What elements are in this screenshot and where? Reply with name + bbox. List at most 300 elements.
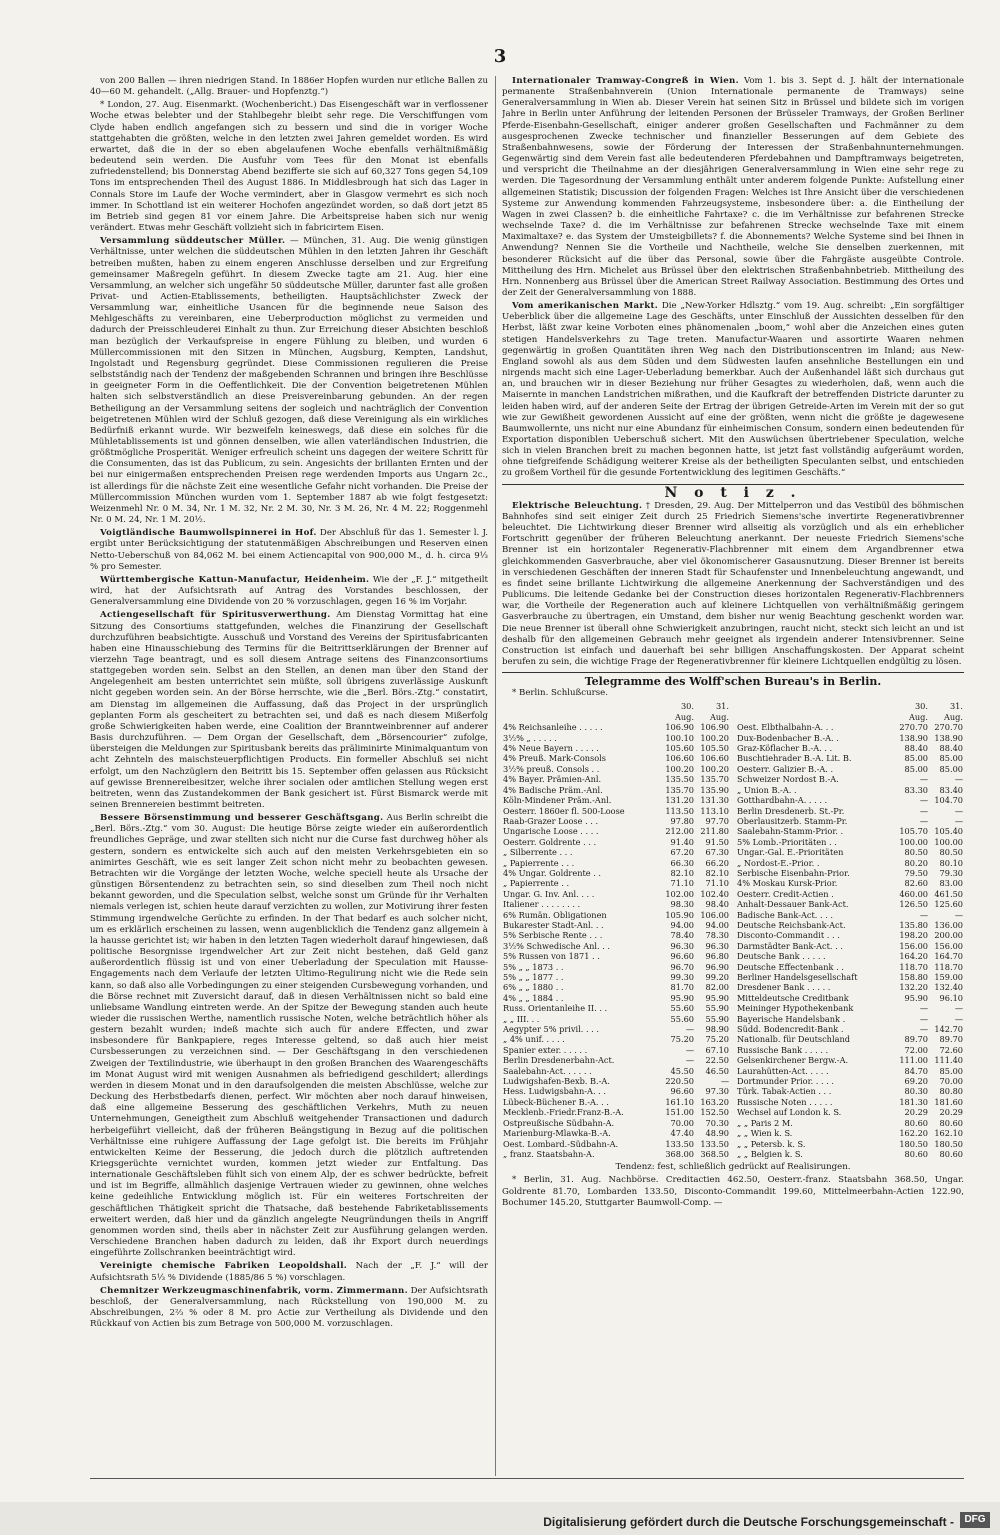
col-header: 30. Aug. [674, 701, 694, 722]
price-cell: 106.00 [700, 909, 729, 920]
price-cell: 131.20 [665, 795, 694, 806]
article-body: Wie der „F. J.“ mitgetheilt wird, hat der Aufsichtsrath auf Antrag des Vorstandes beschlossen, der Generalversammlung eine Dividende von 20 % vorzuschlagen, gegen 16 % im Vorjahr. [90, 574, 488, 608]
stock-table-left [502, 701, 730, 1159]
price-cell: 83.30 [904, 784, 928, 795]
price-cell: 96.70 [670, 961, 694, 972]
security-name: 3½% Schwedische Anl. . . [503, 940, 611, 951]
price-cell: — [954, 909, 963, 920]
security-name: 4% Ungar. Goldrente . . [503, 867, 602, 878]
security-name: Wechsel auf London k. S. [737, 1107, 842, 1118]
security-name: 3½% preuß. Consols . . [503, 763, 600, 774]
table-row [736, 753, 964, 763]
price-cell: 20.29 [939, 1107, 963, 1118]
article-body: Der Abschluß für das 1. Semester l. J. ergibt unter Berücksichtigung der statutenmäßigen Abschreibungen und Reserven einen Netto-Ueberschuß von 84,062 M. bei einem Actiencapital von 900,000 M., d. h. circa 9⅓ % pro Semester. [90, 528, 488, 572]
table-row [502, 816, 730, 826]
article-headline: Actiengesellschaft für Spiritusverwerthung. [100, 610, 331, 621]
price-cell: 75.20 [670, 1034, 694, 1045]
price-cell: 80.60 [904, 1148, 928, 1159]
table-row [502, 733, 730, 743]
security-name: Dresdener Bank . . . . . [737, 982, 831, 993]
price-cell: 98.40 [705, 899, 729, 910]
price-cell: 85.00 [904, 763, 928, 774]
security-name: Berliner Handelsgesellschaft [737, 972, 858, 982]
price-cell: 85.00 [904, 753, 928, 764]
price-cell: 131.30 [700, 795, 729, 806]
price-cell: 136.00 [934, 919, 963, 930]
price-cell: 200.00 [934, 930, 963, 941]
price-cell: 113.10 [700, 805, 729, 816]
security-name: Südd. Bodencredit-Bank . [737, 1024, 844, 1035]
table-row [502, 1034, 730, 1044]
table-row [736, 1149, 964, 1159]
security-name: „ „ Paris 2 M. [737, 1117, 793, 1128]
article-body: von 200 Ballen — ihren niedrigen Stand. In 1886er Hopfen wurden nur etliche Ballen zu 40—60 M. gehandelt. („Allg. Brauer- und Hopfenztg.“) [90, 76, 488, 98]
security-name: Oesterr. 1860er fl. 500-Loose [503, 805, 625, 816]
table-row [736, 837, 964, 847]
bottom-rule [90, 1478, 964, 1479]
table-row [502, 1045, 730, 1055]
col-header: 31. Aug. [943, 701, 963, 722]
price-cell: 80.20 [904, 857, 928, 868]
price-cell: 70.00 [670, 1117, 694, 1128]
security-name: 4% Badische Präm.-Anl. [503, 784, 603, 795]
price-cell: — [685, 1024, 694, 1035]
security-name: 4% „ „ 1884 . . [503, 992, 564, 1003]
price-cell: 162.20 [899, 1128, 928, 1139]
nachboerse-line: * Berlin, 31. Aug. Nachbörse. Creditactien 462.50, Oesterr.-franz. Staatsbahn 368.50, Ungar. Goldrente 81.70, Lombarden 133.50, Disconto-Commandit 199.60, Mittelmeerbahn-Actien 122.90, Bochumer 145.20, Stuttgarter Baumwoll-Comp. — [502, 1175, 964, 1208]
price-cell: 135.70 [665, 784, 694, 795]
table-row [736, 764, 964, 774]
price-cell: 95.90 [904, 992, 928, 1003]
table-row [736, 910, 964, 920]
price-cell: 142.70 [934, 1024, 963, 1035]
article-headline: Versammlung süddeutscher Müller. [100, 236, 286, 247]
table-row [502, 910, 730, 920]
security-name: Meininger Hypothekenbank [737, 1003, 854, 1014]
table-row [502, 889, 730, 899]
table-row [736, 1076, 964, 1086]
security-name: Mecklenb.-Friedr.Franz-B.-A. [503, 1107, 624, 1118]
security-name: Bayerische Handelsbank . [737, 1013, 846, 1024]
security-name: „ „ III. . . [503, 1013, 540, 1024]
table-row [502, 847, 730, 857]
price-cell: 125.60 [934, 899, 963, 910]
price-cell: 111.00 [899, 1055, 928, 1066]
security-name: „ „ Belgien k. S. [737, 1148, 803, 1159]
price-cell: 161.10 [665, 1096, 694, 1107]
price-cell: 151.00 [665, 1107, 694, 1118]
price-cell: 82.00 [705, 982, 729, 993]
price-cell: 212.00 [665, 826, 694, 837]
price-cell: 96.30 [670, 940, 694, 951]
price-cell: 102.00 [665, 888, 694, 899]
security-name: Oest. Elbthalbahn-A. . . [737, 722, 834, 733]
telegram-title: Telegramme des Wolff'schen Bureau's in Berlin. [502, 672, 964, 687]
table-row [736, 899, 964, 909]
price-cell: 80.80 [939, 1086, 963, 1097]
article-body: Am Dienstag Vormittag hat eine Sitzung des Consortiums stattgefunden, welches die Finanzirung der Gesellschaft durchzuführen beabsichtigte. Ausschuß und Vorstand des Vereins der Spiritusfabricanten haben eine Hinausschiebung des Termins für die Beitrittserklärungen der Brenner auf vierzehn Tage beantragt, und es soll diesem Antrage seitens des Finanzconsortiums stattgegeben worden sein. Selbst an den Stellen, an denen man über den Stand der Angelegenheit am besten unterrichtet sein müßte, soll übrigens zuverlässige Auskunft nicht gegeben worden sein. An der Börse herrschte, wie die „Berl. Börs.-Ztg.“ constatirt, am Dienstag im allgemeinen die Auffassung, daß das Project in der ursprünglich geplanten Form als gescheitert zu betrachten sei, und daß es nach diesem Mißerfolg große Schwierigkeiten haben werde, eine Coalition der Branntweinbrenner auf anderer Basis durchzuführen. — Dem Organ der Gesellschaft, dem „Börsencourier“ zufolge, übersteigen die Meldungen zur Spiritusbank bereits das präliminirte Minimalquantum von acht Zehnteln des maischsteuerpflichtigen Products. Ein formeller Abschluß sei nicht erfolgt, um den Nachzüglern den Beitritt bis 15. September offen gelassen aus Rücksicht auf gewisse Brennereibesitzer, welche ihrer socialen oder amtlichen Stellung wegen erst beitreten, wenn das Zustandekommen der Bank gesichert ist. Fürst Bismarck werde mit seinen Brennereien bestimmt beitreten. [90, 610, 488, 810]
article-body: — München, 31. Aug. Die wenig günstigen Verhältnisse, unter welchen die süddeutschen Mühlen in den letzten Jahren ihr Geschäft betreiben mußten, haben zu einem engeren Anschlusse derselben und zur Ergreifung gemeinsamer Maßregeln geführt. In diesem Zwecke tagte am 21. Aug. hier eine Versammlung, an welcher sich ungefähr 50 süddeutsche Müller, darunter fast alle großen Privat- und Actien-Etablissements, betheiligten. Hauptsächlichster Zweck der Versammlung war, einheitliche Usancen für die beginnende neue Saison des Mehlgeschäfts zu vereinbaren, eine Ueberproduction möglichst zu vermeiden und dadurch der Preisschleuderei Einhalt zu thun. Zur Erreichung dieser Absichten beschloß man bezüglich der Verkaufspreise in engere Fühlung zu bleiben, und wurden 6 Müllercommissionen mit den Sitzen in München, Augsburg, Kempten, Landshut, Ingolstadt und Regensburg gegründet. Diese Commissionen regulieren die Preise selbstständig nach der Tendenz der maßgebenden Schrannen und bringen ihre Beschlüsse in geeigneter Form in die Oeffentlichkeit. Die der Convention beigetretenen Mühlen halten sich selbstverständlich an diese Preisvereinbarung gebunden. An der regen Betheiligung an der Versammlung seitens der sogleich und nachträglich der Convention beigetretenen Mühlen wird der Schluß gezogen, daß diese Vereinigung als ein wirkliches Bedürfniß erkannt wurde. Wir bezweifeln keineswegs, daß diese ein solches für die Mühletablissements ist und gönnen denselben, wie allen vaterländischen Industrien, die größtmögliche Prosperität. Weniger erfreulich scheint uns dagegen der weitere Schritt für die Consumenten, das ist das Publicum, zu sein. Angesichts der brillanten Ernten und der bei nur einigermaßen entsprechenden Preisen rege werdenden Imports aus Ungarn 2c., ist allerdings für die nächste Zeit eine wesentliche Gefahr nicht vorhanden. Die Preise der Müllercommission München wurden vom 1. September 1887 ab wie folgt festgesetzt: Weizenmehl Nr. 0 M. 34, Nr. 1 M. 32, Nr. 2 M. 30, Nr. 3 M. 26, Nr. 4 M. 22; Roggenmehl Nr. 0 M. 24, Nr. 1 M. 20½. [90, 236, 488, 526]
article-body: Der Aufsichtsrath beschloß, der Generalversammlung, nach Rückstellung von 190,000 M. zu Abschreibungen, 2⅔ % oder 8 M. pro Actie zur Vertheilung als Dividende und den Rückkauf von Actien bis zum Betrage von 500,000 M. vorzuschlagen. [90, 1285, 488, 1330]
price-cell: 95.90 [670, 992, 694, 1003]
price-cell: 100.00 [934, 836, 963, 847]
price-cell: 113.50 [665, 805, 694, 816]
security-name: Laurahütten-Act. . . . . [737, 1065, 829, 1076]
price-cell: 104.70 [934, 795, 963, 806]
security-name: Serbische Eisenbahn-Prior. [737, 867, 850, 878]
security-name: Köln-Mindener Präm.-Anl. [503, 795, 612, 806]
price-cell: 270.70 [934, 722, 963, 733]
price-cell: 118.70 [934, 961, 963, 972]
table-row [736, 1097, 964, 1107]
security-name: 5% Serbische Rente . . . [503, 930, 603, 941]
security-name: Schweizer Nordost B.-A. [737, 774, 839, 785]
security-name: 4% Neue Bayern . . . . . [503, 743, 599, 754]
security-name: Darmstädter Bank-Act. . . [737, 940, 843, 951]
stock-table-right [736, 701, 964, 1159]
table-row [502, 837, 730, 847]
security-name: Aegypter 5% privil. . . . [503, 1024, 599, 1035]
table-row [736, 806, 964, 816]
security-name: Raab-Grazer Loose . . . [503, 815, 599, 826]
security-name: „ franz. Staatsbahn-A. [503, 1148, 595, 1159]
security-name: Berlin Dresdenerbahn-Act. [503, 1055, 615, 1066]
price-cell: 70.30 [705, 1117, 729, 1128]
article-paragraph [502, 301, 964, 480]
price-cell: 135.70 [700, 774, 729, 785]
dfg-logo-icon: DFG [960, 1512, 990, 1528]
price-cell: 82.10 [670, 867, 694, 878]
price-cell: 83.00 [939, 878, 963, 889]
price-cell: 82.10 [705, 867, 729, 878]
notiz-headline: Elektrische Beleuchtung. [512, 500, 643, 511]
table-row [502, 1086, 730, 1096]
price-cell: 94.00 [705, 919, 729, 930]
table-row [736, 1003, 964, 1013]
price-cell: — [954, 805, 963, 816]
table-row [736, 774, 964, 784]
price-cell: 67.20 [670, 847, 694, 858]
security-name: Russische Bank . . . . . [737, 1044, 829, 1055]
table-row [736, 1045, 964, 1055]
article-body: Vom 1. bis 3. Sept d. J. hält der internationale permanente Straßenbahnverein (Union Internationale permanente de Tramways) seine Generalversammlung in Wien ab. Dieser Verein hat seinen Sitz in Brüssel und bildete sich im vorigen Jahre in Berlin unter Anführung der leitenden Personen der Brüsseler Tramways, der Großen Berliner Pferde-Eisenbahn-Gesellschaft, einiger anderer großen Gesellschaften und Fachmänner zu dem ausgesprochenen Zwecke technischer und finanzieller Besserungen auf dem Gebiete des Straßenbahnwesens, sowie der Förderung der Interessen der Straßenbahnunternehmungen. Gegenwärtig sind dem Verein fast alle bedeutenderen Pferdebahnen und Dampftramways beigetreten, und verspricht die Theilnahme an der diesjährigen Generalversammlung in Wien eine sehr rege zu werden. Die Tagesordnung der Versammlung enthält unter anderem folgende Punkte: Aufstellung einer allgemeinen Statistik; Discussion der folgenden Fragen: Welches ist Ihre Ansicht über die verschiedenen Systeme zur Anwendung kommenden Fahrzeugsysteme, insbesondere über: a. die Eintheilung der Wagen in zwei Classen? b. die einheitliche Fahrtaxe? c. die im Verhältnisse zur befahrenen Strecke wechselnde Taxe? d. die im Verhältnisse zur befahrenen Strecke wechselnde Taxe mit einem Maximaltaxe? e. das System der Umsteigbillets? f. die Abonnements? Welche Systeme sind bei Ihnen in Anwendung? Nennen Sie die Vortheile und Nachtheile, welche Sie denselben zuerkennen, mit besonderer Rücksicht auf die über das Personal, sowie über die Fahrgäste ausgeübte Controle. Mittheilung des Hrn. Michelet aus Brüssel über den elektrischen Straßenbahnbetrieb. Mittheilung des Hrn. Nonnenberg aus Brüssel über die American Street Railway Association. Bestimmung des Ortes und der Zeit der Generalversammlung von 1888. [502, 76, 964, 298]
price-cell: — [919, 795, 928, 806]
price-cell: 368.00 [665, 1148, 694, 1159]
security-name: Oberlausitzerb. Stamm-Pr. [737, 815, 848, 826]
price-cell: 80.60 [939, 1148, 963, 1159]
col-header: 30. Aug. [908, 701, 928, 722]
security-name: 3½% „ . . . . . [503, 732, 557, 743]
table-row [502, 806, 730, 816]
table-row [736, 993, 964, 1003]
price-cell: 71.10 [705, 878, 729, 889]
price-cell: 461.50 [934, 888, 963, 899]
table-row [502, 868, 730, 878]
table-row [502, 899, 730, 909]
security-name: Deutsche Reichsbank-Act. [737, 919, 846, 930]
table-row [736, 785, 964, 795]
price-cell: — [919, 1013, 928, 1024]
price-cell: 82.60 [904, 878, 928, 889]
price-cell: 97.70 [705, 815, 729, 826]
security-name: Badische Bank-Act. . . . [737, 909, 834, 920]
price-cell: 135.90 [700, 784, 729, 795]
article-headline: Voigtländische Baumwollspinnerei in Hof. [100, 528, 317, 539]
table-row [736, 733, 964, 743]
table-row [736, 1086, 964, 1096]
table-row [736, 941, 964, 951]
security-name: Hess. Ludwigsbahn-A. . . [503, 1086, 606, 1097]
table-row [736, 743, 964, 753]
article-paragraph [90, 76, 488, 98]
table-row [502, 1149, 730, 1159]
security-name: 5% Lomb.-Prioritäten . . [737, 836, 837, 847]
price-cell: 100.00 [899, 836, 928, 847]
price-cell: — [919, 909, 928, 920]
security-name: Gelsenkirchener Bergw.-A. [737, 1055, 849, 1066]
price-cell: 67.10 [705, 1044, 729, 1055]
article-headline: Vereinigte chemische Fabriken Leopoldshall. [100, 1261, 348, 1272]
security-name: Saalebahn-Stamm-Prior. . [737, 826, 844, 837]
security-name: Oesterr. Goldrente . . . [503, 836, 597, 847]
price-cell: 91.50 [705, 836, 729, 847]
security-name: Deutsche Effectenbank . . [737, 961, 844, 972]
column-divider [495, 76, 496, 1476]
security-name: Berlin Dresdenerb. St.-Pr. [737, 805, 845, 816]
tendenz-line: Tendenz: fest, schließlich gedrückt auf Realisirungen. [615, 1162, 851, 1173]
price-cell: — [919, 1024, 928, 1035]
price-cell: 106.60 [665, 753, 694, 764]
table-row [502, 722, 730, 732]
security-name: Ungar. G. Inv. Anl. . . . [503, 888, 595, 899]
table-row [502, 1024, 730, 1034]
table-row [502, 962, 730, 972]
price-cell: 79.30 [939, 867, 963, 878]
price-cell: 159.00 [934, 972, 963, 982]
price-cell: 156.00 [934, 940, 963, 951]
price-cell: 164.70 [934, 951, 963, 962]
col-header: 31. Aug. [709, 701, 729, 722]
price-cell: 88.40 [904, 743, 928, 754]
security-name: Disconto-Commandit . . . [737, 930, 840, 941]
price-cell: 105.70 [899, 826, 928, 837]
price-cell: 94.00 [670, 919, 694, 930]
article-headline: Chemnitzer Werkzeugmaschinenfabrik, vorm. Zimmermann. [100, 1285, 408, 1296]
security-name: „ Papierrente . . [503, 878, 570, 889]
price-cell: 78.40 [670, 930, 694, 941]
table-row [736, 972, 964, 982]
table-row [736, 1066, 964, 1076]
table-row [502, 1014, 730, 1024]
security-name: Gotthardbahn-A. . . . . [737, 795, 828, 806]
price-cell: 105.50 [700, 743, 729, 754]
price-cell: 91.40 [670, 836, 694, 847]
price-cell: 133.50 [665, 1138, 694, 1149]
table-row [502, 982, 730, 992]
price-cell: 96.80 [705, 951, 729, 962]
price-cell: 80.60 [939, 1117, 963, 1128]
right-column [502, 76, 964, 1476]
security-name: Marienburg-Mlawka-B.-A. [503, 1128, 611, 1139]
security-name: „ „ Wien k. S. [737, 1128, 793, 1139]
price-cell: 47.40 [670, 1128, 694, 1139]
price-cell: 78.30 [705, 930, 729, 941]
article-paragraph [90, 236, 488, 526]
price-cell: 45.50 [670, 1065, 694, 1076]
table-row [736, 920, 964, 930]
security-name: Oesterr. Credit-Actien . [737, 888, 834, 899]
table-row [502, 941, 730, 951]
table-row [736, 889, 964, 899]
price-cell: 132.40 [934, 982, 963, 993]
price-cell: 79.50 [904, 867, 928, 878]
security-name: Spanier exter. . . . . . [503, 1044, 588, 1055]
right-articles [502, 76, 964, 480]
notiz-title: N o t i z . [502, 484, 964, 499]
table-row [502, 1139, 730, 1149]
table-row [502, 764, 730, 774]
table-row [736, 858, 964, 868]
price-cell: 211.80 [700, 826, 729, 837]
security-name: 5% „ „ 1877 . . [503, 972, 564, 982]
table-row [736, 1128, 964, 1138]
security-name: „ 4% unif. . . . . [503, 1034, 565, 1045]
price-cell: 100.20 [665, 763, 694, 774]
price-cell: 66.20 [705, 857, 729, 868]
price-cell: 80.60 [904, 1117, 928, 1128]
article-body: Aus Berlin schreibt die „Berl. Börs.-Ztg.“ vom 30. August: Die heutige Börse zeigte wieder ein außerordentlich freundliches Gepräge, und zwar stellten sich nicht nur die Curse fast durchweg höher als gestern, sondern es entwickelte sich auch auf den meisten Verkehrsgebieten ein so animirtes Geschäft, wie es seit langer Zeit schon nicht mehr zu beobachten gewesen. Betrachten wir die Vorgänge der letzten Woche, welche speciell heute als Ursache der günstigen Börsentendenz zu betrachten sein, so sind dieselben zum Theil noch nicht bekannt geworden, und die Speculation selbst, welche sonst um Gründe für ihr Verhalten niemals verlegen ist, schien heute darauf verzichten zu wollen, zur Motivirung ihrer festen Stimmung irgendwelche Gerüchte zu erfinden. In der That bedarf es auch solcher nicht, um es erklärlich erscheinen zu lassen, wenn augenblicklich die Tendenz ganz allgemein à la hausse gerichtet ist; wir haben in den letzten Tagen wiederholt darauf hingewiesen, daß politische Besorgnisse irgendwelcher Art zur Zeit nicht bestehen, daß Geld ganz außerordentlich flüssig ist und von einer Ueberladung der Speculation mit Hausse-Engagements nach dem Verlaufe der letzten Ultimo-Regulirung nicht wie die Rede sein kann, so daß also alle Vorbedingungen zu einer steigenden Cursbewegung vorhanden, und die Börse rechnet mit Zuversicht darauf, daß in diesen Verhältnissen nicht so bald eine unliebsame Wandlung eintreten werde. An der Spitze der Bewegung standen auch heute wieder die russischen Werthe, namentlich russische Noten, welche beträchtlich höher als gestern bezahlt wurden; indeß machte sich auch für andere Effecten, und zwar insbesondere für Bankpapiere, reges Interesse geltend, so daß auch hier meist Cursbesserungen zu verzeichnen sind. — Der Geschäftsgang in den verschiedenen Zweigen der Textilindustrie, wie überhaupt in den großen Branchen des Waarengeschäfts im Monat August wird mit wenigen Ausnahmen als befriedigend geschildert; allerdings werden in diesem Monat und in den daraufsolgenden die meisten Abschlüsse, welche zur Deckung des Herbstbedarfs dienen, perfect. Wir möchten aber noch darauf hinweisen, daß eine allgemeine Besserung des geschäftlichen Verkehrs, Muth zu neuen Unternehmungen, Geneigtheit zum Abschluß weitgehender Transactionen und dadurch herbeigeführt vielleicht, daß der früheren Beängstigung in Bezug auf die politischen Verhältnisse eine ruhigere Auffassung der Lage gefolgt ist. Die bereits im Frühjahr entwickelten Keime der Besserung, die jedoch durch die plötzlich auftretenden Kriegsgerüchte vernichtet wurden, kommen jetzt wieder zur Entfaltung. Das internationale Geschäftsleben fühlt sich von einem Alp, der es schwer bedrückte, befreit und ist im Begriffe, allmählich dasjenige Vertrauen wieder zu gewinnen, ohne welches keine gedeihliche Entwicklung möglich ist. Für ein weiteres Fortschreiten der geschäftlichen Thätigkeit spricht die Thatsache, daß bestehende Fabriketablissements erweitert werden, daß hier und da gänzlich angelegte Neugründungen theils in Angriff genommen worden sind, theils aber in nächster Zeit zur Ausführung gelangen werden. Verschiedene Branchen haben dadurch zu leiden, daß ihr Export durch neuerdings eingeführte Zollschranken beeinträchtigt wird. [90, 813, 488, 1259]
table-row [736, 878, 964, 888]
price-cell: 100.10 [665, 732, 694, 743]
security-name: 5% „ „ 1873 . . [503, 961, 564, 972]
security-name: Saalebahn-Act. . . . . . [503, 1065, 592, 1076]
table-row [736, 847, 964, 857]
price-cell: 97.30 [705, 1086, 729, 1097]
table-row [502, 951, 730, 961]
price-cell: 72.60 [939, 1044, 963, 1055]
price-cell: 138.90 [899, 732, 928, 743]
price-cell: 368.50 [700, 1148, 729, 1159]
table-row [736, 951, 964, 961]
security-name: Nationalb. für Deutschland [737, 1034, 850, 1045]
page-number: 3 [493, 46, 507, 67]
price-cell: 66.30 [670, 857, 694, 868]
table-row [502, 753, 730, 763]
security-name: 5% Russen von 1871 . . [503, 951, 600, 962]
article-body: Nach der „F. J.“ will der Aufsichtsrath 5⅓ % Dividende (1885/86 5 %) vorschlagen. [90, 1261, 488, 1283]
stock-tables [502, 701, 964, 1159]
price-cell: 99.30 [670, 972, 694, 982]
article-headline: Internationaler Tramway-Congreß in Wien. [512, 76, 739, 86]
security-name: Dux-Bodenbacher B.-A. . [737, 732, 839, 743]
price-cell: 135.80 [899, 919, 928, 930]
security-name: Mitteldeutsche Creditbank [737, 992, 849, 1003]
price-cell: 105.90 [665, 909, 694, 920]
price-cell: 83.40 [939, 784, 963, 795]
price-cell: 106.60 [700, 753, 729, 764]
security-name: Oesterr. Galizier B.-A. . [737, 763, 834, 774]
table-row [502, 1128, 730, 1138]
article-paragraph [502, 76, 964, 299]
price-cell: 181.60 [934, 1096, 963, 1107]
security-name: „ Papierrente . . . [503, 857, 575, 868]
table-row [502, 826, 730, 836]
price-cell: 48.90 [705, 1128, 729, 1139]
price-cell: — [954, 1013, 963, 1024]
security-name: „ Nordost-E.-Prior. . [737, 857, 820, 868]
price-cell: 98.90 [705, 1024, 729, 1035]
table-row [736, 1118, 964, 1128]
security-name: Ungar.-Gal. E.-Prioritäten [737, 847, 844, 858]
price-cell: 106.90 [665, 722, 694, 733]
article-body: * London, 27. Aug. Eisenmarkt. (Wochenbericht.) Das Eisengeschäft war in verflossener Woche etwas belebter und der Stahlbegehr bleibt sehr rege. Die Verschiffungen vom Clyde haben endlich angefangen sich zu bessern und sind die in voriger Woche stattgehabten die größten, welche in den letzten zwei Jahren gemeldet worden. Es wird erwartet, daß die in der so eben abgelaufenen Woche ebenfalls verhältnißmäßig bedeutend sein werden. Die Ausfuhr vom Tees für den Monat ist ebenfalls zufriedenstellend; bis Donnerstag Abend bezifferte sie sich auf 60,327 Tons gegen 54,109 Tons im entsprechenden Theil des August 1886. In Middlesbrough hat sich das Lager in Connals Store im Laufe der Woche vermindert, aber in Glasgow vermehrt es sich noch immer. In Schottland ist ein weiterer Hochofen angezündet worden, so daß dort jetzt 85 im Betrieb sind gegen 81 vor einem Jahre. Die Arbeitspreise haben sich nur wenig verändert. Etwas mehr Geschäft vollzieht sich in fabricirtem Eisen. [90, 100, 488, 234]
table-row [736, 930, 964, 940]
price-cell: 198.20 [899, 930, 928, 941]
security-name: Anhalt-Dessauer Bank-Act. [737, 899, 849, 910]
table-row [502, 930, 730, 940]
price-cell: 133.50 [700, 1138, 729, 1149]
table-row [502, 774, 730, 784]
price-cell: — [919, 805, 928, 816]
price-cell: 67.30 [705, 847, 729, 858]
price-cell: 55.60 [670, 1003, 694, 1014]
price-cell: 100.20 [700, 763, 729, 774]
security-name: Lübeck-Büchener B.-A. . . [503, 1096, 609, 1107]
price-cell: 460.00 [899, 888, 928, 899]
price-cell: 85.00 [939, 763, 963, 774]
price-cell: 69.20 [904, 1076, 928, 1087]
price-cell: 80.50 [904, 847, 928, 858]
price-cell: — [919, 774, 928, 785]
price-cell: 80.30 [904, 1086, 928, 1097]
table-row [502, 1066, 730, 1076]
price-cell: 181.30 [899, 1096, 928, 1107]
price-cell: 55.90 [705, 1003, 729, 1014]
price-cell: 111.40 [934, 1055, 963, 1066]
security-name: Russ. Orientanleihe II. . . [503, 1003, 608, 1014]
table-row [502, 1097, 730, 1107]
price-cell: 270.70 [899, 722, 928, 733]
price-cell: 80.50 [939, 847, 963, 858]
security-name: 4% Bayer. Prämien-Anl. [503, 774, 602, 785]
security-name: 4% Moskau Kursk-Prior. [737, 878, 838, 889]
price-cell: 75.20 [705, 1034, 729, 1045]
article-paragraph [90, 813, 488, 1259]
article-paragraph [90, 1286, 488, 1331]
price-cell: — [954, 815, 963, 826]
table-row [502, 785, 730, 795]
price-cell: 96.10 [939, 992, 963, 1003]
price-cell: 96.30 [705, 940, 729, 951]
security-name: „ Union B.-A. . [737, 784, 797, 795]
footer-credit: Digitalisierung gefördert durch die Deutsche Forschungsgemeinschaft - [543, 1515, 954, 1529]
table-row [736, 826, 964, 836]
table-row [736, 982, 964, 992]
price-cell: 97.80 [670, 815, 694, 826]
price-cell: 20.29 [904, 1107, 928, 1118]
price-cell: 163.20 [700, 1096, 729, 1107]
table-row [736, 1107, 964, 1117]
notiz-article [502, 501, 964, 668]
price-cell: 88.40 [939, 743, 963, 754]
price-cell: 99.20 [705, 972, 729, 982]
price-cell: 71.10 [670, 878, 694, 889]
telegram-subtitle: * Berlin. Schlußcurse. [512, 688, 608, 699]
security-name: 6% „ „ 1880 . . [503, 982, 564, 993]
price-cell: — [954, 1003, 963, 1014]
table-row [736, 1034, 964, 1044]
price-cell: — [919, 1003, 928, 1014]
